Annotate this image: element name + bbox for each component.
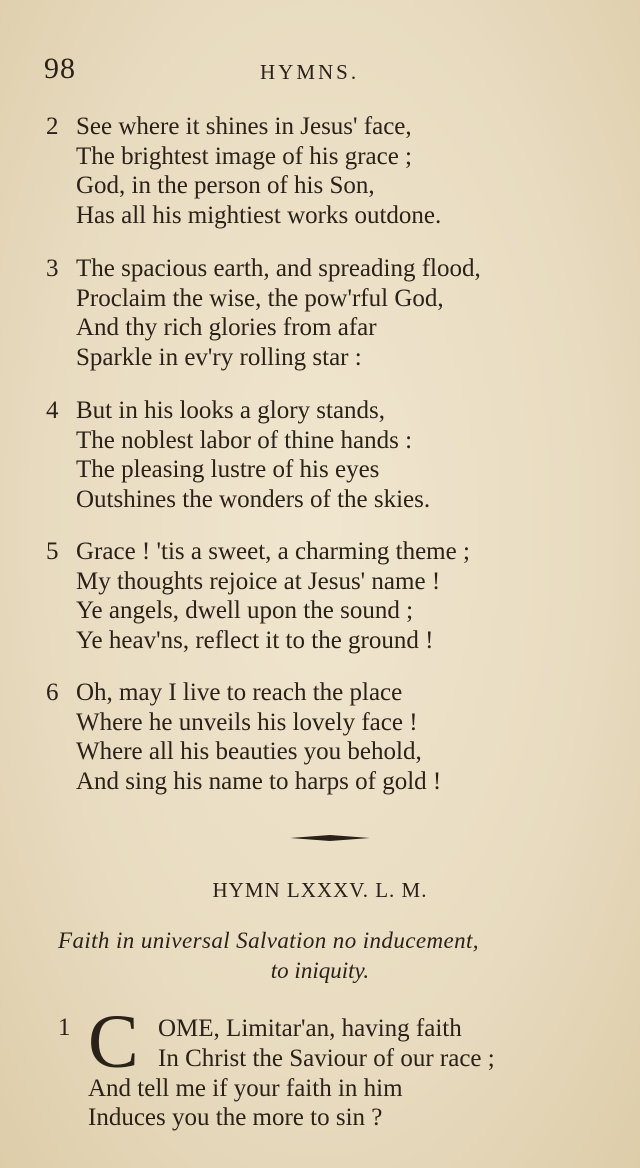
verse-line (46, 396, 616, 426)
verse-line (46, 626, 616, 656)
verse-line (46, 284, 616, 314)
verse-number: 5 (46, 538, 59, 565)
verse-text: Where he unveils his lovely face ! (76, 708, 418, 736)
verse-text: In Christ the Saviour of our race ; (158, 1045, 495, 1072)
verse-line (46, 112, 616, 142)
verse-text: The brightest image of his grace ; (76, 142, 412, 170)
verse-text: The noblest labor of thine hands : (76, 426, 413, 454)
verse-number: 4 (46, 397, 59, 424)
verse-text: Outshines the wonders of the skies. (76, 485, 431, 513)
verse-6 (46, 678, 616, 796)
verse-line (46, 567, 616, 597)
verse-text: Ye angels, dwell upon the sound ; (76, 597, 414, 624)
verse-line (46, 708, 616, 738)
verse-text: See where it shines in Jesus' face, (76, 113, 412, 140)
drop-cap: C (88, 1000, 139, 1084)
verse-text: My thoughts rejoice at Jesus' name ! (76, 567, 441, 595)
verse-line (46, 485, 616, 515)
verse-text: The spacious earth, and spreading flood, (76, 255, 481, 282)
verse-number: 3 (46, 255, 59, 282)
page-number: 98 (44, 52, 76, 85)
verse-text: And tell me if your faith in him (88, 1075, 403, 1102)
verse-text: But in his looks a glory stands, (76, 397, 386, 424)
verse-text: Ye heav'ns, reflect it to the ground ! (76, 626, 434, 654)
page-header (40, 52, 600, 92)
verse-line (46, 767, 616, 797)
verse-text: And sing his name to harps of gold ! (76, 767, 442, 795)
verse-text: Oh, may I live to reach the place (76, 679, 403, 706)
verse-text: Sparkle in ev'ry rolling star : (76, 343, 362, 371)
verse-line (46, 596, 616, 626)
verse-2 (46, 112, 616, 230)
running-head: HYMNS. (260, 60, 360, 84)
verse-4 (46, 396, 616, 514)
verse-text: Where all his beauties you behold, (76, 738, 422, 765)
verse-line (46, 737, 616, 767)
verse-text: OME, Limitar'an, having faith (158, 1015, 462, 1042)
verse-text: Proclaim the wise, the pow'rful God, (76, 284, 444, 312)
verse-line (46, 201, 616, 231)
verse-number: 6 (46, 679, 59, 706)
verse-line (46, 426, 616, 456)
verse-text: And thy rich glories from afar (76, 314, 377, 341)
verse-line (46, 171, 616, 201)
verse-line (46, 678, 616, 708)
ornamental-rule (290, 833, 370, 843)
verse-text: God, in the person of his Son, (76, 172, 375, 199)
verse-5 (46, 537, 616, 655)
hymn-subtitle: to iniquity. (270, 958, 370, 983)
verse-text: Has all his mightiest works outdone. (76, 201, 442, 229)
hymn-subtitle: Faith in universal Salvation no inducement, (58, 928, 479, 953)
verse-line (46, 455, 616, 485)
verse-number: 2 (46, 113, 59, 140)
verse-3 (46, 254, 616, 372)
hymn-title: HYMN LXXXV. L. M. (212, 878, 428, 902)
verse-line (46, 537, 616, 567)
verse-text: The pleasing lustre of his eyes (76, 456, 380, 483)
verse-line (46, 343, 616, 373)
verse-line (46, 313, 616, 343)
verse-line (46, 142, 616, 172)
verse-text: Induces you the more to sin ? (88, 1104, 383, 1131)
verse-text: Grace ! 'tis a sweet, a charming theme ; (76, 538, 470, 565)
verse-number: 1 (58, 1014, 71, 1041)
verse-line (46, 254, 616, 284)
